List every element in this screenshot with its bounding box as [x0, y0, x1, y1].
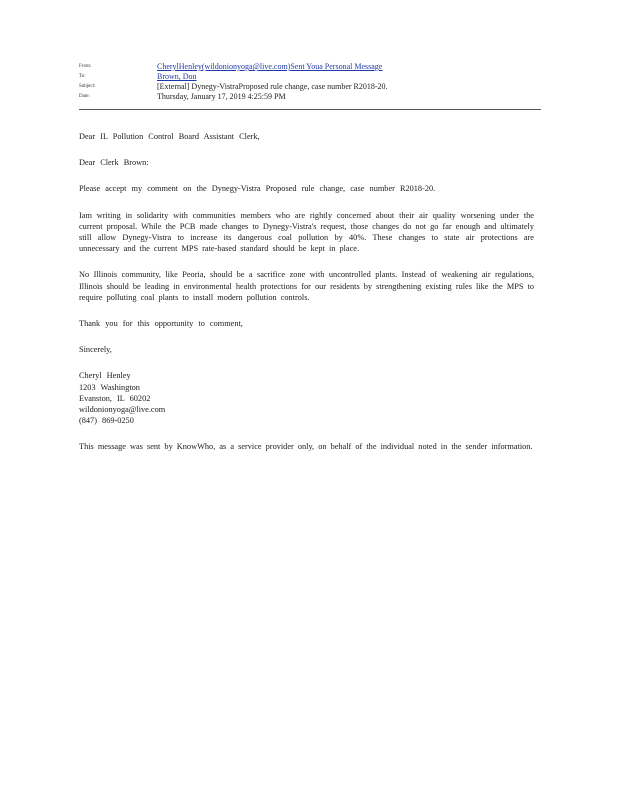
signature-name: Cheryl Henley	[79, 371, 131, 381]
recipient-link[interactable]: Brown, Don	[157, 72, 197, 81]
signature-email: wildonionyoga@live.com	[79, 405, 166, 415]
signature-block	[79, 370, 534, 426]
date-label: Date:	[79, 94, 90, 99]
date-value: Thursday, January 17, 2019 4:25:59 PM	[157, 92, 286, 101]
signature-city: Evanston, IL 60202	[79, 393, 151, 403]
subject-row	[79, 82, 541, 92]
comment-paragraph-2: No Illinois community, like Peoria, should be a sacrifice zone with uncontrolled plants. Instead of weakening air regulations, Illinois should be leading in environmental health protections for our residents by strengthening existing rules like the MPS to require polluting coal plants to install modern pollution controls.	[79, 270, 534, 302]
comment-paragraph-1: Iam writing in solidarity with communities members who are rightly concerned about their air quality worsening under the current proposal. While the PCB made changes to Dynegy-Vistra's request, those changes do not go far enough and ultimately still allow Dynegy-Vistra to increase its dangerous coal pollution by 40%. These changes to state air protections are unnecessary and the current MPS rate-based standard should be kept in place.	[79, 210, 534, 254]
email-header	[79, 62, 541, 102]
header-divider	[79, 109, 541, 110]
sender-disclaimer: This message was sent by KnowWho, as a service provider only, on behalf of the individual noted in the sender information.	[79, 442, 533, 452]
date-row	[79, 92, 541, 102]
subject-value: [External] Dynegy-VistraProposed rule change, case number R2018-20.	[157, 82, 388, 91]
subject-label: Subject:	[79, 84, 96, 89]
to-label: To:	[79, 74, 86, 79]
sender-link[interactable]: CherylHenley(wildonionyoga@live.com)Sent Youa Personal Message	[157, 62, 383, 71]
email-body	[79, 131, 534, 468]
greeting-board: Dear IL Pollution Control Board Assistant Clerk,	[79, 132, 260, 141]
from-label: From:	[79, 64, 92, 69]
from-row	[79, 62, 541, 72]
to-row	[79, 72, 541, 82]
signature-phone: (847) 869-0250	[79, 416, 134, 426]
thanks-line: Thank you for this opportunity to comment,	[79, 319, 243, 329]
comment-intro: Please accept my comment on the Dynegy-Vistra Proposed rule change, case number R2018-20.	[79, 184, 436, 194]
closing-line: Sincerely,	[79, 345, 112, 355]
greeting-clerk: Dear Clerk Brown:	[79, 158, 149, 168]
signature-street: 1203 Washington	[79, 382, 140, 392]
